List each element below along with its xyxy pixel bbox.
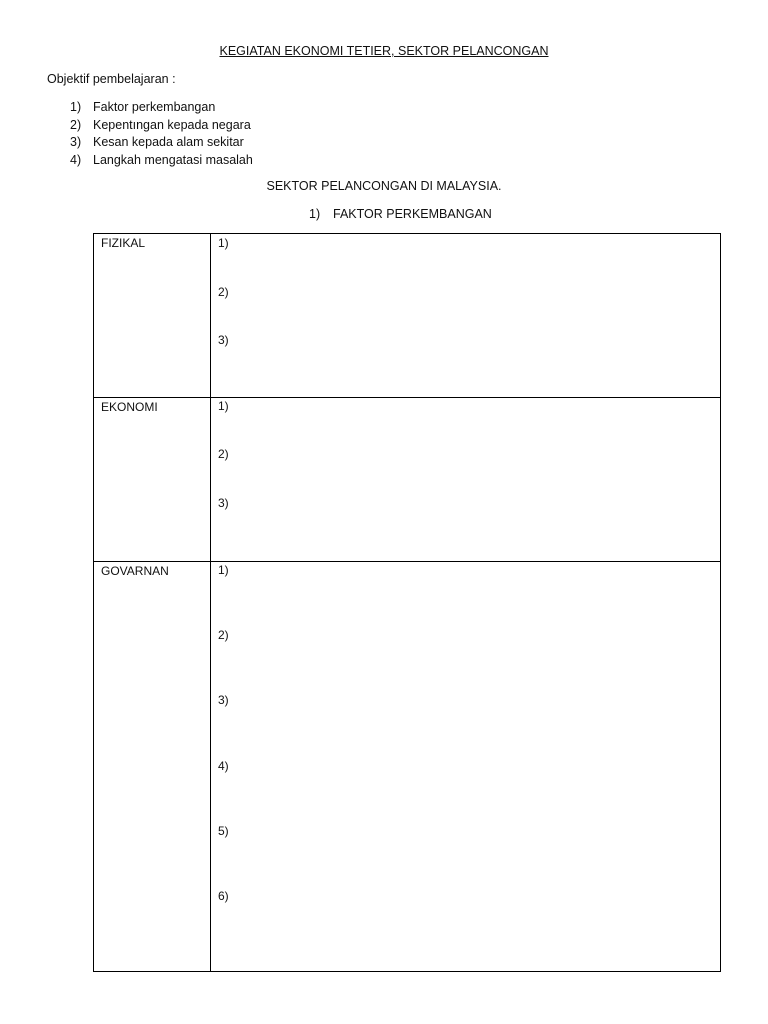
objective-number: 3): [70, 135, 82, 150]
section-subtitle: SEKTOR PELANCONGAN DI MALAYSIA.: [266, 179, 502, 193]
category-label: GOVARNAN: [101, 564, 169, 578]
factors-table: [93, 233, 721, 972]
point-number: 5): [218, 824, 229, 838]
category-label: EKONOMI: [101, 400, 158, 414]
section-number: 1): [309, 207, 321, 221]
section-heading: [309, 207, 492, 221]
category-label: FIZIKAL: [101, 236, 146, 250]
objective-number: 4): [70, 152, 82, 167]
objectives-heading: Objektif pembelajaran :: [47, 72, 176, 86]
table-row-govarnan: [93, 562, 721, 972]
objective-item: [70, 99, 253, 117]
point-number: 1): [218, 236, 229, 250]
objective-item: [70, 117, 253, 135]
category-cell: [94, 398, 211, 561]
table-row-ekonomi: [93, 398, 721, 562]
point-number: 3): [218, 496, 229, 510]
objective-number: 1): [70, 100, 82, 114]
point-number: 6): [218, 889, 229, 903]
objectives-list: [70, 99, 253, 169]
point-number: 2): [218, 628, 229, 642]
document-title: KEGIATAN EKONOMI TETIER, SEKTOR PELANCONGAN: [219, 44, 549, 58]
table-row-fizikal: [93, 233, 721, 398]
point-number: 1): [218, 399, 229, 413]
objective-item: [70, 134, 253, 152]
objective-number: 2): [70, 117, 82, 132]
objective-text: Faktor perkembangan: [93, 100, 216, 114]
objective-text: Kepentıngan kepada negara: [93, 117, 251, 132]
point-number: 4): [218, 759, 229, 773]
point-number: 2): [218, 447, 229, 461]
point-number: 1): [218, 563, 229, 577]
category-cell: [94, 234, 211, 397]
section-title: FAKTOR PERKEMBANGAN: [333, 207, 492, 221]
objective-text: Kesan kepada alam sekitar: [93, 135, 244, 150]
objective-item: [70, 152, 253, 170]
point-number: 2): [218, 285, 229, 299]
objective-text: Langkah mengatasi masalah: [93, 152, 253, 167]
point-number: 3): [218, 693, 229, 707]
point-number: 3): [218, 333, 229, 347]
category-cell: [94, 562, 211, 971]
